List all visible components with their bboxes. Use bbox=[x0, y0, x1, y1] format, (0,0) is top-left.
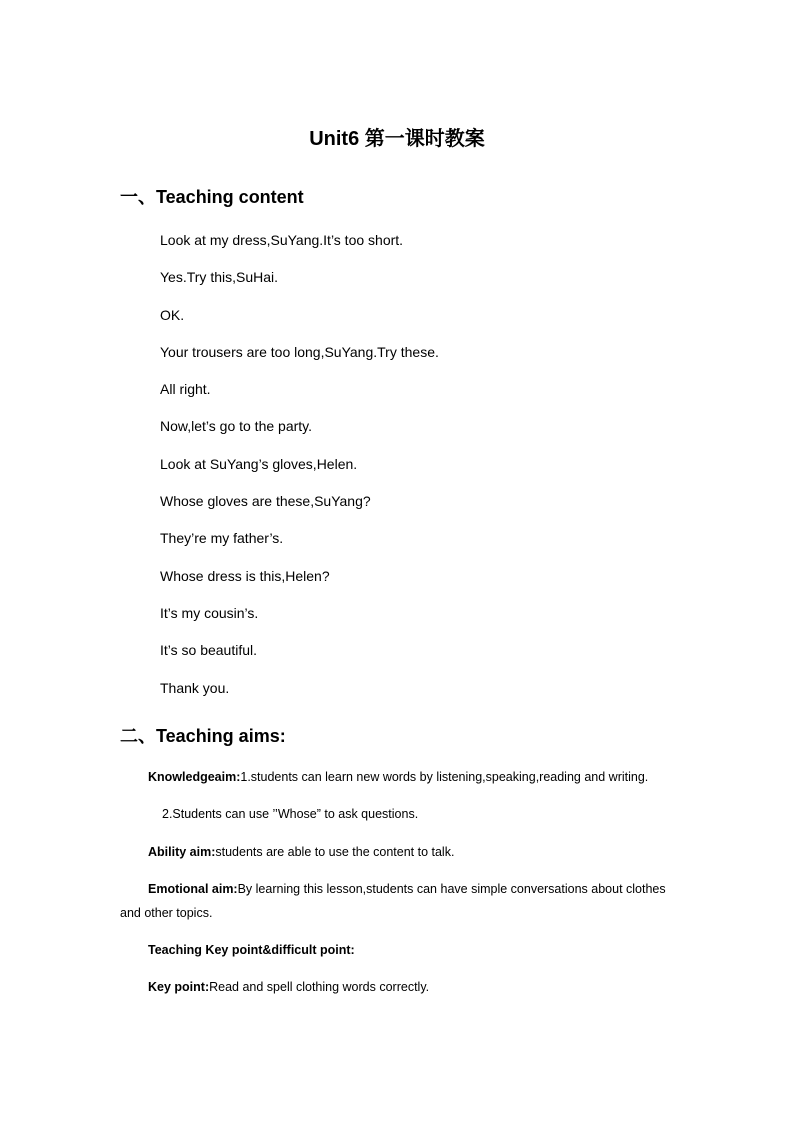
dialogue-line: Thank you. bbox=[160, 679, 230, 696]
emotional-aim bbox=[148, 882, 666, 896]
dialogue-line: It’s my cousin’s. bbox=[160, 604, 259, 621]
knowledge-aim-item-2: 2.Students can use ’’Whose” to ask questions. bbox=[162, 807, 419, 821]
knowledge-aim-text: 1.students can learn new words by listening,speaking,reading and writing. bbox=[240, 770, 649, 784]
dialogue-line: Your trousers are too long,SuYang.Try these. bbox=[160, 343, 439, 360]
ability-aim bbox=[148, 845, 454, 859]
dialogue-line: Now,let’s go to the party. bbox=[160, 418, 313, 435]
dialogue-line: Whose gloves are these,SuYang? bbox=[160, 493, 371, 510]
ability-aim-text: students are able to use the content to talk. bbox=[215, 845, 455, 859]
dialogue-line: OK. bbox=[160, 306, 185, 323]
dialogue-line: All right. bbox=[160, 381, 211, 398]
knowledge-aim-label: Knowledgeaim: bbox=[148, 770, 241, 784]
dialogue-list bbox=[160, 229, 439, 714]
dialogue-line: Look at my dress,SuYang.It’s too short. bbox=[160, 232, 404, 248]
key-point-label: Key point: bbox=[148, 980, 210, 994]
section-heading-teaching-aims: 二、Teaching aims: bbox=[120, 726, 286, 746]
key-point bbox=[148, 980, 429, 994]
document-title: Unit6 第一课时教案 bbox=[309, 128, 485, 150]
emotional-aim-text: By learning this lesson,students can have simple conversations about clothes bbox=[237, 882, 666, 896]
key-difficult-heading: Teaching Key point&difficult point: bbox=[148, 943, 355, 957]
dialogue-line: Whose dress is this,Helen? bbox=[160, 567, 330, 584]
dialogue-line: Yes.Try this,SuHai. bbox=[160, 269, 279, 286]
emotional-aim-continuation: and other topics. bbox=[120, 906, 213, 920]
section-heading-teaching-content: 一、Teaching content bbox=[120, 187, 304, 207]
ability-aim-label: Ability aim: bbox=[148, 845, 216, 859]
dialogue-line: They’re my father’s. bbox=[160, 530, 284, 547]
dialogue-line: Look at SuYang’s gloves,Helen. bbox=[160, 455, 358, 472]
knowledge-aim bbox=[148, 770, 648, 784]
dialogue-line: It’s so beautiful. bbox=[160, 642, 258, 659]
emotional-aim-label: Emotional aim: bbox=[148, 882, 238, 896]
key-point-text: Read and spell clothing words correctly. bbox=[209, 980, 430, 994]
